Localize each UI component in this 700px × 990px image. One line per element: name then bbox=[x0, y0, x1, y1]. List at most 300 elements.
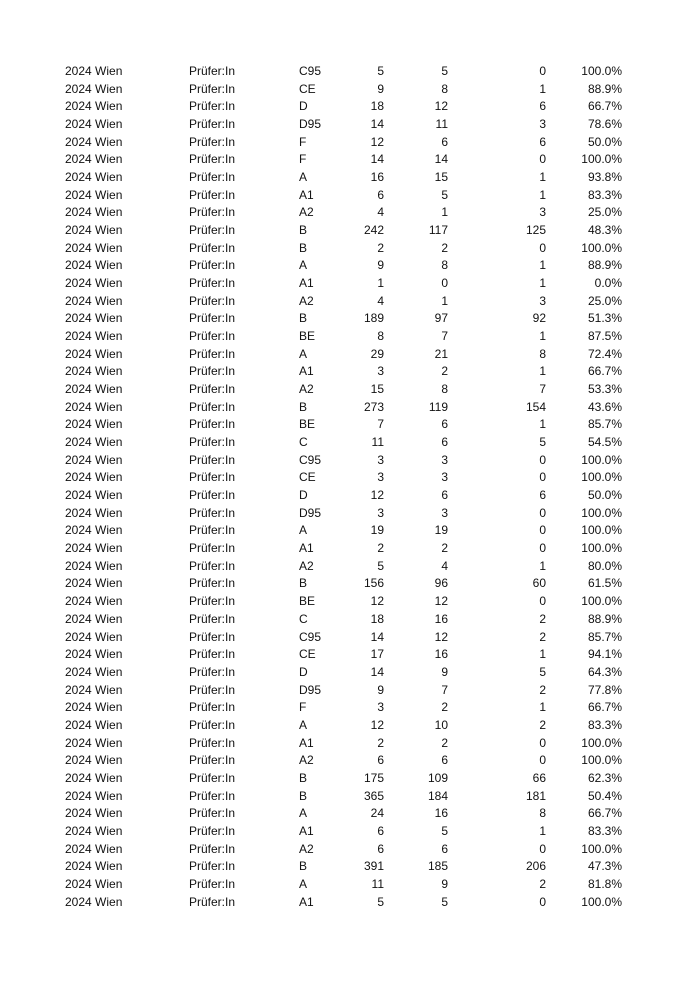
cell-role: Prüfer:In bbox=[189, 876, 236, 891]
cell-failed: 0 bbox=[539, 541, 546, 556]
cell-rate: 100.0% bbox=[581, 452, 622, 467]
cell-rate: 100.0% bbox=[581, 841, 622, 856]
cell-total: 391 bbox=[363, 859, 384, 874]
cell-total: 3 bbox=[377, 364, 384, 379]
cell-year-location: 2024 Wien bbox=[65, 523, 123, 538]
cell-total: 189 bbox=[363, 311, 384, 326]
cell-year-location: 2024 Wien bbox=[65, 788, 123, 803]
cell-year-location: 2024 Wien bbox=[65, 682, 123, 697]
cell-role: Prüfer:In bbox=[189, 735, 236, 750]
cell-year-location: 2024 Wien bbox=[65, 346, 123, 361]
cell-total: 19 bbox=[370, 523, 384, 538]
cell-class: A2 bbox=[299, 293, 314, 308]
cell-class: C95 bbox=[299, 64, 322, 78]
cell-class: A bbox=[299, 806, 308, 821]
table-row bbox=[0, 116, 700, 134]
cell-role: Prüfer:In bbox=[189, 276, 236, 291]
cell-role: Prüfer:In bbox=[189, 576, 236, 591]
cell-class: F bbox=[299, 700, 307, 715]
cell-role: Prüfer:In bbox=[189, 170, 236, 185]
cell-total: 3 bbox=[377, 452, 384, 467]
cell-role: Prüfer:In bbox=[189, 311, 236, 326]
cell-passed: 109 bbox=[427, 770, 448, 785]
cell-rate: 72.4% bbox=[587, 346, 622, 361]
cell-class: C95 bbox=[299, 452, 322, 467]
cell-role: Prüfer:In bbox=[189, 664, 236, 679]
cell-total: 18 bbox=[370, 99, 384, 114]
cell-failed: 0 bbox=[539, 240, 546, 255]
cell-year-location: 2024 Wien bbox=[65, 717, 123, 732]
cell-total: 175 bbox=[363, 770, 384, 785]
cell-total: 365 bbox=[363, 788, 384, 803]
cell-rate: 66.7% bbox=[587, 806, 622, 821]
table-row bbox=[0, 611, 700, 629]
cell-rate: 51.3% bbox=[587, 311, 622, 326]
cell-rate: 100.0% bbox=[581, 470, 622, 485]
cell-rate: 83.3% bbox=[587, 823, 622, 838]
cell-year-location: 2024 Wien bbox=[65, 435, 123, 450]
cell-passed: 5 bbox=[441, 187, 448, 202]
table-row bbox=[0, 328, 700, 346]
table-row bbox=[0, 434, 700, 452]
table-row bbox=[0, 735, 700, 753]
cell-failed: 1 bbox=[539, 258, 546, 273]
cell-failed: 66 bbox=[532, 770, 546, 785]
cell-failed: 206 bbox=[525, 859, 546, 874]
cell-passed: 2 bbox=[441, 735, 448, 750]
cell-class: A2 bbox=[299, 558, 314, 573]
cell-total: 18 bbox=[370, 611, 384, 626]
cell-year-location: 2024 Wien bbox=[65, 753, 123, 768]
table-row bbox=[0, 275, 700, 293]
cell-passed: 7 bbox=[441, 329, 448, 344]
cell-year-location: 2024 Wien bbox=[65, 187, 123, 202]
cell-class: CE bbox=[299, 647, 316, 662]
cell-role: Prüfer:In bbox=[189, 717, 236, 732]
cell-total: 2 bbox=[377, 240, 384, 255]
table-row bbox=[0, 558, 700, 576]
cell-rate: 47.3% bbox=[587, 859, 622, 874]
cell-total: 3 bbox=[377, 505, 384, 520]
cell-failed: 181 bbox=[525, 788, 546, 803]
cell-role: Prüfer:In bbox=[189, 99, 236, 114]
cell-total: 9 bbox=[377, 682, 384, 697]
cell-year-location: 2024 Wien bbox=[65, 134, 123, 149]
cell-class: F bbox=[299, 134, 307, 149]
cell-class: A1 bbox=[299, 823, 314, 838]
cell-total: 6 bbox=[377, 187, 384, 202]
cell-year-location: 2024 Wien bbox=[65, 664, 123, 679]
cell-role: Prüfer:In bbox=[189, 240, 236, 255]
cell-year-location: 2024 Wien bbox=[65, 170, 123, 185]
cell-rate: 62.3% bbox=[587, 770, 622, 785]
table-row bbox=[0, 699, 700, 717]
cell-total: 12 bbox=[370, 594, 384, 609]
cell-failed: 0 bbox=[539, 841, 546, 856]
cell-passed: 184 bbox=[427, 788, 448, 803]
table-row bbox=[0, 894, 700, 912]
cell-class: B bbox=[299, 311, 308, 326]
cell-year-location: 2024 Wien bbox=[65, 876, 123, 891]
cell-class: B bbox=[299, 788, 308, 803]
table-row bbox=[0, 841, 700, 859]
cell-rate: 50.4% bbox=[587, 788, 622, 803]
cell-role: Prüfer:In bbox=[189, 346, 236, 361]
cell-passed: 6 bbox=[441, 134, 448, 149]
cell-passed: 16 bbox=[434, 647, 448, 662]
cell-year-location: 2024 Wien bbox=[65, 629, 123, 644]
table-row bbox=[0, 522, 700, 540]
cell-rate: 100.0% bbox=[581, 505, 622, 520]
cell-passed: 119 bbox=[428, 399, 448, 414]
cell-year-location: 2024 Wien bbox=[65, 382, 123, 397]
cell-role: Prüfer:In bbox=[189, 452, 236, 467]
table-row bbox=[0, 823, 700, 841]
cell-total: 15 bbox=[370, 382, 384, 397]
cell-failed: 1 bbox=[539, 823, 546, 838]
cell-failed: 2 bbox=[539, 717, 546, 732]
cell-role: Prüfer:In bbox=[189, 894, 236, 909]
cell-year-location: 2024 Wien bbox=[65, 240, 123, 255]
cell-failed: 92 bbox=[532, 311, 546, 326]
cell-year-location: 2024 Wien bbox=[65, 647, 123, 662]
cell-passed: 12 bbox=[434, 99, 448, 114]
cell-failed: 1 bbox=[539, 364, 546, 379]
cell-total: 5 bbox=[377, 64, 384, 78]
cell-class: BE bbox=[299, 417, 316, 432]
cell-passed: 9 bbox=[441, 664, 448, 679]
cell-role: Prüfer:In bbox=[189, 152, 236, 167]
cell-total: 6 bbox=[377, 841, 384, 856]
cell-year-location: 2024 Wien bbox=[65, 293, 123, 308]
cell-role: Prüfer:In bbox=[189, 611, 236, 626]
cell-year-location: 2024 Wien bbox=[65, 81, 123, 96]
cell-passed: 1 bbox=[441, 205, 448, 220]
cell-rate: 88.9% bbox=[587, 258, 622, 273]
cell-class: A1 bbox=[299, 735, 314, 750]
cell-rate: 0.0% bbox=[594, 276, 622, 291]
cell-total: 273 bbox=[363, 399, 384, 414]
cell-total: 4 bbox=[377, 293, 384, 308]
cell-class: C bbox=[299, 435, 308, 450]
cell-total: 5 bbox=[377, 894, 384, 909]
cell-failed: 2 bbox=[539, 629, 546, 644]
table-row bbox=[0, 770, 700, 788]
cell-year-location: 2024 Wien bbox=[65, 700, 123, 715]
cell-year-location: 2024 Wien bbox=[65, 399, 123, 414]
cell-role: Prüfer:In bbox=[189, 81, 236, 96]
table-row bbox=[0, 876, 700, 894]
cell-total: 17 bbox=[370, 647, 384, 662]
table-row bbox=[0, 81, 700, 99]
cell-class: D bbox=[299, 664, 308, 679]
cell-passed: 8 bbox=[441, 258, 448, 273]
cell-passed: 2 bbox=[441, 364, 448, 379]
cell-total: 8 bbox=[377, 329, 384, 344]
cell-rate: 54.5% bbox=[587, 435, 622, 450]
table-row bbox=[0, 805, 700, 823]
cell-rate: 100.0% bbox=[581, 541, 622, 556]
table-row bbox=[0, 788, 700, 806]
cell-total: 14 bbox=[370, 117, 384, 132]
cell-rate: 81.8% bbox=[587, 876, 622, 891]
cell-rate: 87.5% bbox=[587, 329, 622, 344]
cell-role: Prüfer:In bbox=[189, 134, 236, 149]
cell-year-location: 2024 Wien bbox=[65, 558, 123, 573]
cell-failed: 0 bbox=[539, 894, 546, 909]
cell-total: 1 bbox=[377, 276, 384, 291]
cell-year-location: 2024 Wien bbox=[65, 452, 123, 467]
cell-rate: 66.7% bbox=[587, 700, 622, 715]
cell-failed: 0 bbox=[539, 64, 546, 78]
cell-class: D95 bbox=[299, 117, 322, 132]
cell-year-location: 2024 Wien bbox=[65, 329, 123, 344]
cell-failed: 0 bbox=[539, 594, 546, 609]
cell-failed: 5 bbox=[539, 435, 546, 450]
cell-total: 242 bbox=[363, 223, 384, 238]
cell-class: A2 bbox=[299, 753, 314, 768]
cell-passed: 1 bbox=[441, 293, 448, 308]
cell-total: 12 bbox=[370, 488, 384, 503]
cell-passed: 6 bbox=[441, 435, 448, 450]
cell-failed: 7 bbox=[539, 382, 546, 397]
cell-year-location: 2024 Wien bbox=[65, 311, 123, 326]
cell-failed: 2 bbox=[539, 876, 546, 891]
cell-class: A bbox=[299, 170, 308, 185]
cell-failed: 6 bbox=[539, 134, 546, 149]
table-row bbox=[0, 646, 700, 664]
cell-rate: 48.3% bbox=[587, 223, 622, 238]
cell-rate: 25.0% bbox=[587, 205, 622, 220]
cell-failed: 125 bbox=[525, 223, 546, 238]
cell-total: 3 bbox=[377, 470, 384, 485]
cell-rate: 85.7% bbox=[587, 629, 622, 644]
cell-total: 11 bbox=[371, 435, 384, 450]
cell-failed: 6 bbox=[539, 99, 546, 114]
cell-class: B bbox=[299, 223, 308, 238]
cell-role: Prüfer:In bbox=[189, 329, 236, 344]
cell-role: Prüfer:In bbox=[189, 594, 236, 609]
cell-rate: 88.9% bbox=[587, 81, 622, 96]
cell-class: A bbox=[299, 346, 308, 361]
cell-total: 2 bbox=[377, 541, 384, 556]
cell-class: CE bbox=[299, 470, 316, 485]
cell-class: A bbox=[299, 523, 308, 538]
cell-class: A2 bbox=[299, 205, 314, 220]
cell-rate: 100.0% bbox=[581, 240, 622, 255]
cell-class: B bbox=[299, 576, 308, 591]
cell-passed: 19 bbox=[434, 523, 448, 538]
cell-total: 14 bbox=[370, 152, 384, 167]
cell-class: A1 bbox=[299, 364, 314, 379]
table-row bbox=[0, 487, 700, 505]
table-row bbox=[0, 381, 700, 399]
cell-rate: 25.0% bbox=[587, 293, 622, 308]
cell-class: B bbox=[299, 240, 308, 255]
cell-failed: 1 bbox=[539, 558, 546, 573]
cell-role: Prüfer:In bbox=[189, 470, 236, 485]
cell-role: Prüfer:In bbox=[189, 382, 236, 397]
cell-total: 11 bbox=[371, 876, 384, 891]
cell-year-location: 2024 Wien bbox=[65, 364, 123, 379]
cell-year-location: 2024 Wien bbox=[65, 541, 123, 556]
cell-passed: 15 bbox=[434, 170, 448, 185]
table-row bbox=[0, 752, 700, 770]
cell-passed: 9 bbox=[441, 876, 448, 891]
table-row bbox=[0, 469, 700, 487]
cell-rate: 83.3% bbox=[587, 717, 622, 732]
cell-role: Prüfer:In bbox=[189, 488, 236, 503]
table-row bbox=[0, 682, 700, 700]
table-row bbox=[0, 416, 700, 434]
cell-passed: 7 bbox=[441, 682, 448, 697]
cell-failed: 0 bbox=[539, 470, 546, 485]
cell-role: Prüfer:In bbox=[189, 823, 236, 838]
cell-year-location: 2024 Wien bbox=[65, 894, 123, 909]
table-row bbox=[0, 293, 700, 311]
cell-year-location: 2024 Wien bbox=[65, 594, 123, 609]
cell-passed: 0 bbox=[441, 276, 448, 291]
cell-class: D bbox=[299, 99, 308, 114]
table-row bbox=[0, 540, 700, 558]
cell-year-location: 2024 Wien bbox=[65, 770, 123, 785]
cell-total: 3 bbox=[377, 700, 384, 715]
cell-failed: 3 bbox=[539, 117, 546, 132]
cell-rate: 80.0% bbox=[587, 558, 622, 573]
cell-passed: 6 bbox=[441, 841, 448, 856]
cell-year-location: 2024 Wien bbox=[65, 64, 123, 78]
cell-year-location: 2024 Wien bbox=[65, 276, 123, 291]
cell-passed: 96 bbox=[434, 576, 448, 591]
cell-failed: 0 bbox=[539, 505, 546, 520]
cell-year-location: 2024 Wien bbox=[65, 505, 123, 520]
cell-rate: 53.3% bbox=[587, 382, 622, 397]
cell-class: A2 bbox=[299, 841, 314, 856]
cell-failed: 2 bbox=[539, 682, 546, 697]
table-row bbox=[0, 257, 700, 275]
table-row bbox=[0, 169, 700, 187]
cell-failed: 60 bbox=[532, 576, 546, 591]
cell-class: BE bbox=[299, 594, 316, 609]
table-row bbox=[0, 240, 700, 258]
cell-passed: 2 bbox=[441, 541, 448, 556]
cell-passed: 16 bbox=[434, 611, 448, 626]
cell-total: 16 bbox=[370, 170, 384, 185]
cell-class: A bbox=[299, 876, 308, 891]
table-row bbox=[0, 134, 700, 152]
table-row bbox=[0, 629, 700, 647]
cell-failed: 1 bbox=[539, 81, 546, 96]
cell-role: Prüfer:In bbox=[189, 117, 236, 132]
cell-class: C bbox=[299, 611, 308, 626]
cell-total: 24 bbox=[370, 806, 384, 821]
cell-passed: 12 bbox=[434, 594, 448, 609]
cell-total: 9 bbox=[377, 81, 384, 96]
cell-failed: 5 bbox=[539, 664, 546, 679]
cell-class: A bbox=[299, 717, 308, 732]
cell-year-location: 2024 Wien bbox=[65, 611, 123, 626]
cell-passed: 10 bbox=[434, 717, 448, 732]
cell-passed: 16 bbox=[434, 806, 448, 821]
cell-role: Prüfer:In bbox=[189, 258, 236, 273]
cell-passed: 2 bbox=[441, 240, 448, 255]
cell-class: A bbox=[299, 258, 308, 273]
cell-rate: 83.3% bbox=[587, 187, 622, 202]
cell-passed: 3 bbox=[441, 470, 448, 485]
table-row bbox=[0, 98, 700, 116]
cell-year-location: 2024 Wien bbox=[65, 841, 123, 856]
cell-role: Prüfer:In bbox=[189, 859, 236, 874]
cell-passed: 21 bbox=[434, 346, 448, 361]
cell-year-location: 2024 Wien bbox=[65, 205, 123, 220]
cell-rate: 43.6% bbox=[587, 399, 622, 414]
cell-passed: 5 bbox=[441, 64, 448, 78]
cell-rate: 94.1% bbox=[587, 647, 622, 662]
cell-class: B bbox=[299, 770, 308, 785]
cell-role: Prüfer:In bbox=[189, 187, 236, 202]
cell-passed: 185 bbox=[427, 859, 448, 874]
cell-rate: 61.5% bbox=[587, 576, 622, 591]
table-row bbox=[0, 63, 700, 81]
cell-role: Prüfer:In bbox=[189, 399, 236, 414]
cell-year-location: 2024 Wien bbox=[65, 117, 123, 132]
table-row bbox=[0, 717, 700, 735]
cell-total: 6 bbox=[377, 753, 384, 768]
cell-rate: 50.0% bbox=[587, 488, 622, 503]
cell-role: Prüfer:In bbox=[189, 806, 236, 821]
table-row bbox=[0, 187, 700, 205]
cell-passed: 3 bbox=[441, 505, 448, 520]
cell-role: Prüfer:In bbox=[189, 558, 236, 573]
cell-passed: 6 bbox=[441, 417, 448, 432]
cell-class: BE bbox=[299, 329, 316, 344]
cell-failed: 1 bbox=[539, 329, 546, 344]
cell-passed: 8 bbox=[441, 382, 448, 397]
cell-role: Prüfer:In bbox=[189, 417, 236, 432]
cell-passed: 4 bbox=[441, 558, 448, 573]
cell-class: CE bbox=[299, 81, 316, 96]
cell-total: 29 bbox=[370, 346, 384, 361]
cell-total: 4 bbox=[377, 205, 384, 220]
cell-role: Prüfer:In bbox=[189, 770, 236, 785]
cell-class: A1 bbox=[299, 541, 314, 556]
cell-role: Prüfer:In bbox=[189, 435, 236, 450]
table-row bbox=[0, 452, 700, 470]
cell-total: 7 bbox=[377, 417, 384, 432]
cell-passed: 14 bbox=[434, 152, 448, 167]
cell-passed: 117 bbox=[428, 223, 448, 238]
cell-year-location: 2024 Wien bbox=[65, 488, 123, 503]
cell-failed: 0 bbox=[539, 753, 546, 768]
table-row bbox=[0, 575, 700, 593]
cell-rate: 100.0% bbox=[581, 735, 622, 750]
cell-rate: 50.0% bbox=[587, 134, 622, 149]
cell-total: 12 bbox=[370, 717, 384, 732]
cell-year-location: 2024 Wien bbox=[65, 806, 123, 821]
table-row bbox=[0, 310, 700, 328]
cell-failed: 1 bbox=[539, 700, 546, 715]
cell-passed: 3 bbox=[441, 452, 448, 467]
cell-total: 14 bbox=[370, 664, 384, 679]
cell-role: Prüfer:In bbox=[189, 841, 236, 856]
cell-class: C95 bbox=[299, 629, 322, 644]
cell-rate: 93.8% bbox=[587, 170, 622, 185]
cell-passed: 12 bbox=[434, 629, 448, 644]
cell-rate: 100.0% bbox=[581, 152, 622, 167]
cell-rate: 100.0% bbox=[581, 894, 622, 909]
cell-rate: 100.0% bbox=[581, 594, 622, 609]
table-row bbox=[0, 664, 700, 682]
